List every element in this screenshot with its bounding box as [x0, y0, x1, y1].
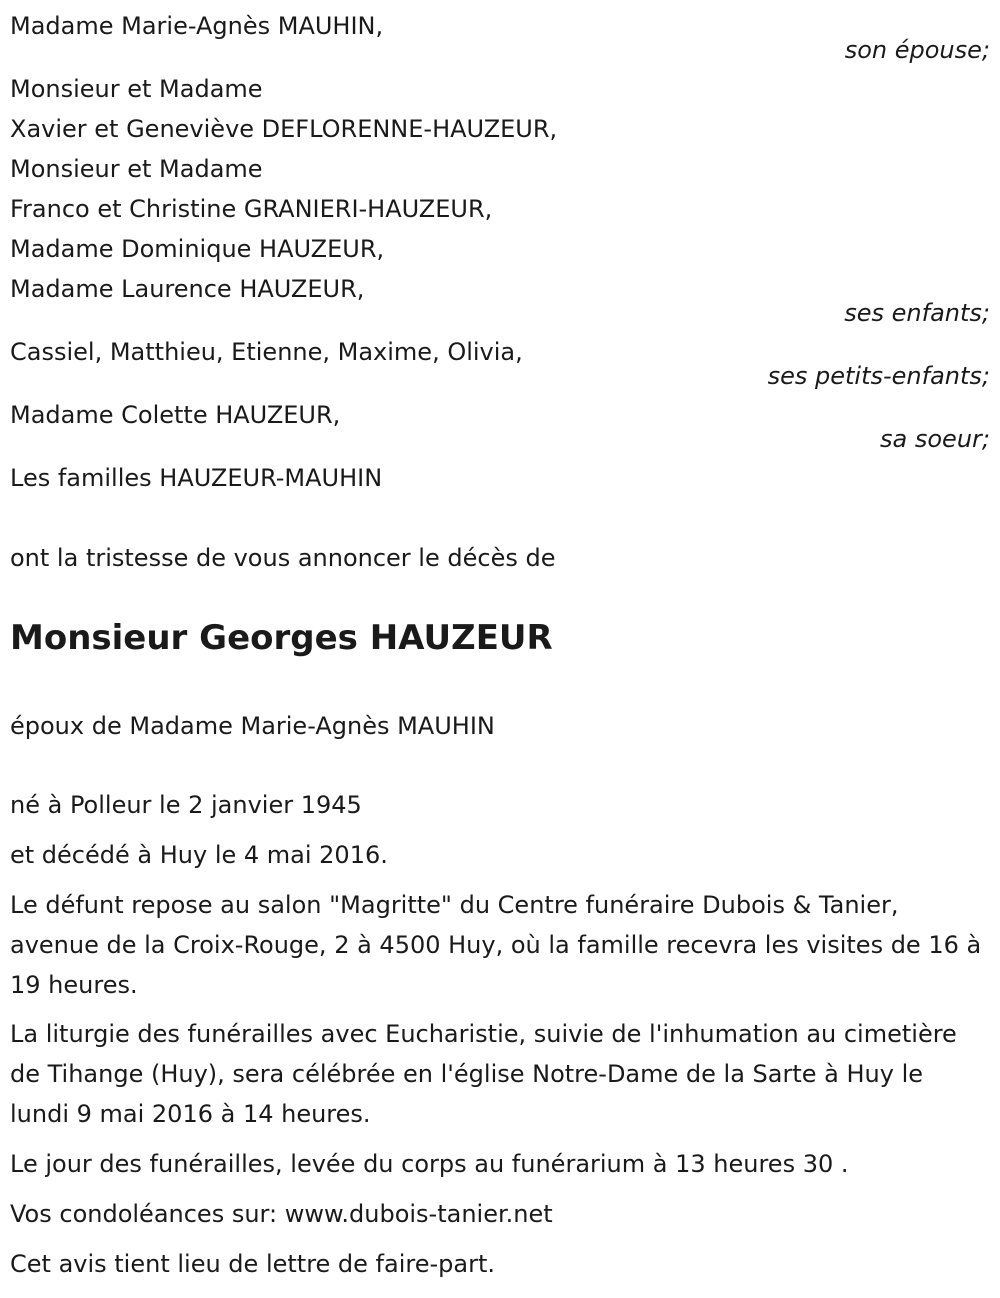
children-role: ses enfants; — [844, 299, 990, 327]
child-line-1: Monsieur et Madame — [10, 75, 263, 103]
grandchildren-names: Cassiel, Matthieu, Etienne, Maxime, Olivia, — [10, 338, 523, 366]
spouse-of-line: époux de Madame Marie-Agnès MAUHIN — [10, 712, 495, 740]
spouse-role: son épouse; — [844, 36, 990, 64]
child-line-5: Madame Dominique HAUZEUR, — [10, 235, 385, 263]
families-line: Les familles HAUZEUR-MAUHIN — [10, 464, 383, 492]
sister-name: Madame Colette HAUZEUR, — [10, 401, 341, 429]
child-line-2: Xavier et Geneviève DEFLORENNE-HAUZEUR, — [10, 115, 558, 143]
death-line: et décédé à Huy le 4 mai 2016. — [10, 841, 388, 869]
sister-role: sa soeur; — [880, 425, 990, 453]
condolences-line: Vos condoléances sur: www.dubois-tanier.net — [10, 1200, 553, 1228]
announcement-intro: ont la tristesse de vous annoncer le décès de — [10, 544, 556, 572]
removal-line: Le jour des funérailles, levée du corps au funérarium à 13 heures 30 . — [10, 1150, 849, 1178]
child-line-4: Franco et Christine GRANIERI-HAUZEUR, — [10, 195, 493, 223]
child-line-6: Madame Laurence HAUZEUR, — [10, 275, 365, 303]
deceased-name: Monsieur Georges HAUZEUR — [10, 618, 553, 658]
child-line-3: Monsieur et Madame — [10, 155, 263, 183]
spouse-name: Madame Marie-Agnès MAUHIN, — [10, 12, 384, 40]
grandchildren-role: ses petits-enfants; — [767, 362, 990, 390]
rest-paragraph: Le défunt repose au salon "Magritte" du Centre funéraire Dubois & Tanier, avenue de la Croix-Rouge, 2 à 4500 Huy, où la famille recevra les visites de 16 à 19 heures. — [10, 891, 982, 999]
birth-line: né à Polleur le 2 janvier 1945 — [10, 791, 362, 819]
liturgy-paragraph: La liturgie des funérailles avec Eucharistie, suivie de l'inhumation au cimetière de Tihange (Huy), sera célébrée en l'église Notre-Dame de la Sarte à Huy le lundi 9 mai 2016 à 14 heures. — [10, 1020, 957, 1128]
notice-line: Cet avis tient lieu de lettre de faire-part. — [10, 1250, 495, 1278]
